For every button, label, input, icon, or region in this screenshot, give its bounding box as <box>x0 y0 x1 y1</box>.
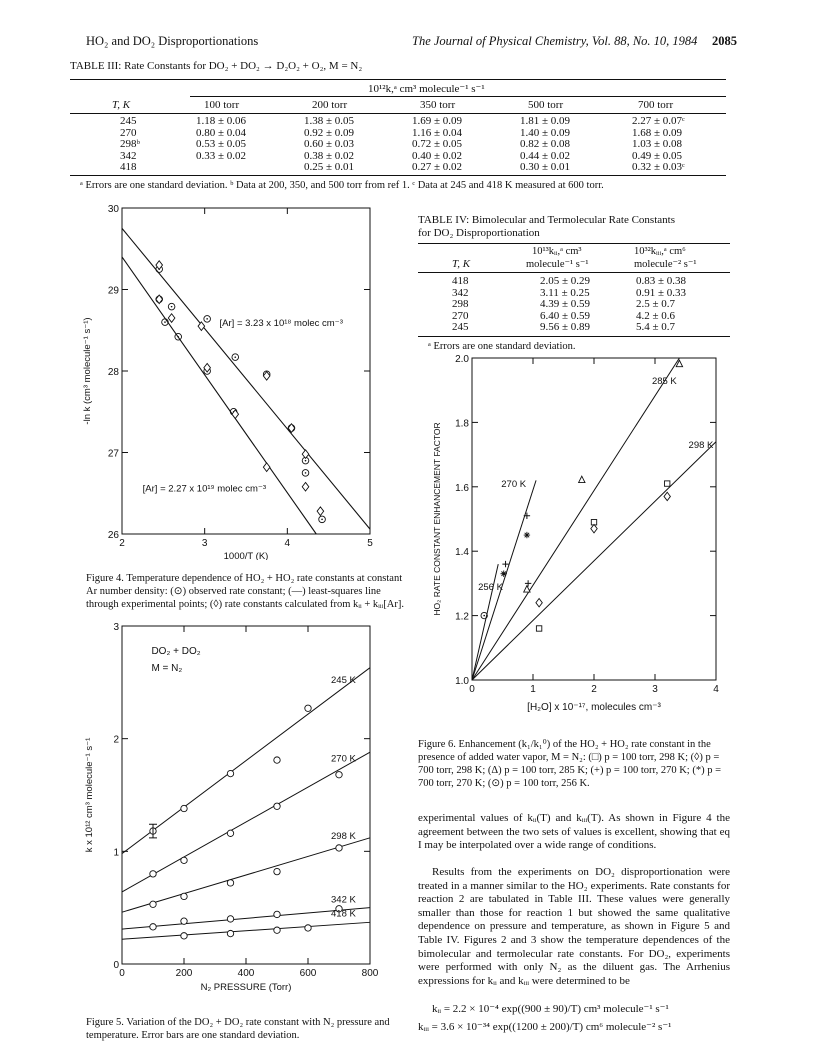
data-point-circle <box>227 916 233 922</box>
table3-cell: 0.53 ± 0.05 <box>196 138 247 151</box>
table3-cell: 1.68 ± 0.09 <box>632 126 683 139</box>
data-point-circle <box>181 933 187 939</box>
data-point-dot <box>177 336 179 338</box>
table3-cell: 1.69 ± 0.09 <box>412 115 463 127</box>
table3-temp: 342 <box>120 149 137 162</box>
data-point-diamond <box>198 322 205 331</box>
data-point-circle <box>227 930 233 936</box>
table4-cell: 245 <box>452 321 469 334</box>
data-point-diamond <box>263 372 270 381</box>
plot-frame <box>472 358 716 680</box>
data-point-triangle <box>579 476 585 482</box>
body-paragraph-1: experimental values of kᵢᵢ(T) and kᵢᵢᵢ(T). As shown in Figure 4 the agreement between the two sets of values is excellent, showing that eq I may be interpolated over a wide range of conditions. <box>418 812 730 852</box>
data-point-circle <box>150 901 156 907</box>
y-tick-label: 1.0 <box>455 676 469 687</box>
table3-cell: 1.38 ± 0.05 <box>304 115 355 127</box>
y-tick-label: 3 <box>113 622 119 633</box>
annotation-high-ar: [Ar] = 2.27 x 10¹⁹ molec cm⁻³ <box>142 483 267 495</box>
data-point-diamond <box>302 450 309 459</box>
data-point-circle <box>227 830 233 836</box>
table4-title-2: for DO₂ Disproportionation <box>418 227 540 239</box>
table3-cell: 2.27 ± 0.07ᶜ <box>632 115 685 127</box>
body-paragraph-2: Results from the experiments on DO₂ disproportionation were treated in a manner similar to the HO₂ experiments. Rate constants for reaction 2 are tabulated in Table III. These values were generally smaller than those for reaction 1 but showed the same qualitative dependence on pressure and temperature, as shown in Figure 5 and Table IV. Figures 2 and 3 show the temperature dependences of the bimolecular and termolecular rate constants. For DO₂, experiments were performed with only N₂ as the diluent gas. The Arrhenius expressions for kᵢᵢ and kᵢᵢᵢ were determined to be <box>418 866 730 987</box>
data-point-diamond <box>536 599 542 607</box>
data-point-diamond <box>664 492 670 500</box>
data-point-diamond <box>232 410 239 419</box>
table4-cell: 298 <box>452 298 469 311</box>
data-point-square <box>536 626 541 631</box>
series-label: 270 K <box>331 753 356 765</box>
table3-cell: 1.03 ± 0.08 <box>632 138 683 151</box>
table4-cell: 342 <box>452 286 469 299</box>
series-label: 418 K <box>331 908 356 920</box>
y-tick-label: 1.8 <box>455 418 469 430</box>
table3-col-t: T, K <box>112 99 131 111</box>
data-point-circle <box>227 880 233 886</box>
data-point-circle <box>150 924 156 930</box>
y-tick-label: 29 <box>107 285 119 297</box>
running-head-left: HO₂ and DO₂ Disproportionations <box>86 34 259 48</box>
y-axis-label: -ln k (cm³ molecule⁻¹ s⁻¹) <box>82 317 93 425</box>
table3-cell: 1.40 ± 0.09 <box>520 126 571 139</box>
data-point-circle <box>336 845 342 851</box>
data-point-circle <box>274 927 280 933</box>
table4-cell: 0.83 ± 0.38 <box>636 275 687 287</box>
table4-cell: 9.56 ± 0.89 <box>540 321 591 334</box>
annotation-low-ar: [Ar] = 3.23 x 10¹⁸ molec cm⁻³ <box>219 318 343 330</box>
y-tick-label: 1.2 <box>455 611 469 623</box>
line-label: 256 K <box>478 581 503 593</box>
annotation-reaction: DO₂ + DO₂ <box>151 646 201 658</box>
x-tick-label: 0 <box>119 968 125 979</box>
figure4-plot <box>70 200 400 560</box>
table4-footnote: ᵃ Errors are one standard deviation. <box>428 341 576 352</box>
table3-temp: 245 <box>120 115 137 127</box>
table3-cell: 0.72 ± 0.05 <box>412 138 463 151</box>
y-tick-label: 26 <box>107 530 119 541</box>
x-tick-label: 5 <box>367 538 373 549</box>
data-point-circle <box>181 857 187 863</box>
data-point-dot <box>305 460 307 462</box>
figure5-plot <box>70 620 400 1005</box>
x-tick-label: 4 <box>284 538 291 549</box>
table4-title-1: TABLE IV: Bimolecular and Termolecular Rate Constants <box>418 214 675 226</box>
table4-cell: 6.40 ± 0.59 <box>540 309 591 322</box>
table4-cell: 5.4 ± 0.7 <box>636 321 676 334</box>
data-point-plus <box>502 561 508 567</box>
table4-cell: 4.2 ± 0.6 <box>636 309 676 322</box>
figure6-caption: Figure 6. Enhancement (k₁/k₁⁰) of the HO₂ + HO₂ rate constant in the presence of added water vapor, M = N₂: (□) p = 100 torr, 298 K; (◊) p = 700 torr, 298 K; (Δ) p = 100 torr, 285 K; (+) p = 100 torr, 270 K; (*) p = 700 torr, 270 K; (⊙) p = 100 torr, 256 K. <box>418 739 722 789</box>
journal-citation: The Journal of Physical Chemistry, Vol. 88, No. 10, 1984 <box>412 34 698 48</box>
data-point-diamond <box>263 463 270 472</box>
y-tick-label: 2.0 <box>455 354 469 365</box>
table4-cell: 2.5 ± 0.7 <box>636 298 676 311</box>
table3-title: TABLE III: Rate Constants for DO₂ + DO₂ → D₂O₂ + O₂, M = N₂ <box>70 60 363 72</box>
data-point-square <box>665 481 670 486</box>
table3-temp: 270 <box>120 126 137 139</box>
series-label: 342 K <box>331 894 356 906</box>
data-point-circle <box>305 705 311 711</box>
data-point-circle <box>227 770 233 776</box>
data-point-dot <box>321 519 323 521</box>
table3-col-100: 100 torr <box>204 99 240 111</box>
y-tick-label: 28 <box>107 367 119 378</box>
figure5-caption: Figure 5. Variation of the DO₂ + DO₂ rate constant with N₂ pressure and temperature. Error bars are one standard deviation. <box>86 1017 390 1041</box>
data-point-asterisk <box>501 571 507 577</box>
data-point-diamond <box>591 524 597 532</box>
data-point-diamond <box>204 363 211 372</box>
data-point-circle <box>336 772 342 778</box>
data-point-circle <box>181 918 187 924</box>
table4-col-kii-2: molecule⁻¹ s⁻¹ <box>526 259 589 270</box>
y-axis-label: HO₂ RATE CONSTANT ENHANCEMENT FACTOR <box>432 422 442 616</box>
table3-cell: 0.40 ± 0.02 <box>412 149 463 162</box>
table4-cell: 418 <box>452 275 469 287</box>
table3-col-700: 700 torr <box>638 99 674 111</box>
table3-cell: 0.49 ± 0.05 <box>632 149 683 162</box>
table4-col-t: T, K <box>452 258 471 270</box>
data-point-circle <box>274 911 280 917</box>
table3-cell: 1.81 ± 0.09 <box>520 115 571 127</box>
x-tick-label: 600 <box>299 968 317 979</box>
x-tick-label: 0 <box>469 684 475 695</box>
y-tick-label: 1 <box>113 847 119 859</box>
table3-cell: 0.60 ± 0.03 <box>304 138 355 151</box>
data-point-dot <box>164 321 166 323</box>
data-point-circle <box>150 871 156 877</box>
table3-col-200: 200 torr <box>312 99 348 111</box>
table3-cell: 0.38 ± 0.02 <box>304 149 355 162</box>
figure6-plot <box>418 352 738 732</box>
x-tick-label: 200 <box>175 968 193 979</box>
y-tick-label: 1.6 <box>455 482 469 494</box>
data-point-triangle <box>524 586 530 592</box>
line-label: 285 K <box>651 375 677 387</box>
table3-cell: 0.44 ± 0.02 <box>520 149 571 162</box>
data-point-diamond <box>302 482 309 491</box>
x-tick-label: 2 <box>119 538 125 549</box>
data-point-plus <box>524 513 530 519</box>
series-fit-line <box>122 752 370 892</box>
table4-cell: 0.91 ± 0.33 <box>636 286 687 299</box>
data-point-dot <box>483 615 485 617</box>
fit-line <box>472 358 679 680</box>
x-axis-label: 1000/T (K) <box>223 551 269 560</box>
data-point-diamond <box>156 295 163 304</box>
data-point-dot <box>305 472 307 474</box>
data-point-plus <box>525 580 531 586</box>
x-tick-label: 3 <box>201 538 208 549</box>
data-point-circle <box>274 868 280 874</box>
y-axis-label: k x 10¹² cm³ molecule⁻¹ s⁻¹ <box>84 737 95 853</box>
table3-cell: 0.30 ± 0.01 <box>520 161 571 174</box>
table3-footnote: ᵃ Errors are one standard deviation. ᵇ Data at 200, 350, and 500 torr from ref 1. ᶜ Data at 245 and 418 K measured at 600 torr. <box>80 180 604 191</box>
y-tick-label: 30 <box>107 204 119 215</box>
x-tick-label: 3 <box>652 684 658 695</box>
page-number: 2085 <box>712 34 737 48</box>
table3-col-500: 500 torr <box>528 99 564 111</box>
table3-cell: 0.80 ± 0.04 <box>196 126 247 139</box>
line-label: 298 K <box>688 440 714 452</box>
table3-temp: 418 <box>120 161 137 174</box>
table3-cell: 0.32 ± 0.03ᶜ <box>632 161 685 174</box>
table3-col-350: 350 torr <box>420 99 456 111</box>
table3-cell: 1.18 ± 0.06 <box>196 115 247 127</box>
table4-cell: 3.11 ± 0.25 <box>540 286 590 299</box>
series-label: 298 K <box>331 831 356 843</box>
table3-cell: 0.92 ± 0.09 <box>304 126 355 139</box>
table4-cell: 4.39 ± 0.59 <box>540 298 591 311</box>
fit-line <box>472 442 716 680</box>
series-fit-line <box>122 922 370 939</box>
table3-cell: 0.33 ± 0.02 <box>196 149 247 162</box>
data-point-circle <box>274 803 280 809</box>
x-axis-label: N₂ PRESSURE (Torr) <box>200 982 292 993</box>
figure4-caption: Figure 4. Temperature dependence of HO₂ + HO₂ rate constants at constant Ar number density: (⊙) observed rate constant; (—) least-squares line through experimental points; (◊) rate constants calculated from kᵢᵢ + kᵢᵢᵢ[Ar]. <box>86 573 404 610</box>
equation-kiii: kᵢᵢᵢ = 3.6 × 10⁻³⁴ exp((1200 ± 200)/T) cm⁶ molecule⁻² s⁻¹ <box>418 1021 672 1033</box>
table3-cell: 1.16 ± 0.04 <box>412 126 463 139</box>
table4-col-kii-1: 10¹³kᵢᵢ,ᵃ cm³ <box>532 246 582 257</box>
data-point-dot <box>206 318 208 320</box>
y-tick-label: 1.4 <box>455 547 469 559</box>
data-point-diamond <box>317 507 324 516</box>
data-point-circle <box>181 805 187 811</box>
data-point-dot <box>171 306 173 308</box>
fit-line <box>472 480 536 680</box>
y-tick-label: 0 <box>113 960 119 971</box>
data-point-circle <box>181 893 187 899</box>
table3-cell: 0.27 ± 0.02 <box>412 161 463 174</box>
y-tick-label: 27 <box>107 448 119 460</box>
table4-col-kiii-1: 10³²kᵢᵢᵢ,ᵃ cm⁶ <box>634 246 686 257</box>
table3-temp: 298ᵇ <box>120 138 140 151</box>
x-tick-label: 1 <box>530 684 536 695</box>
data-point-circle <box>305 925 311 931</box>
x-tick-label: 400 <box>237 968 255 979</box>
table4-col-kiii-2: molecule⁻² s⁻¹ <box>634 259 697 270</box>
data-point-asterisk <box>524 532 530 538</box>
line-label: 270 K <box>501 478 527 490</box>
data-point-diamond <box>156 261 163 270</box>
x-tick-label: 2 <box>591 684 597 695</box>
x-tick-label: 4 <box>713 684 719 695</box>
data-point-diamond <box>168 314 175 323</box>
y-tick-label: 2 <box>113 734 119 746</box>
data-point-circle <box>274 757 280 763</box>
table3-spanner: 10¹²k,ᵃ cm³ molecule⁻¹ s⁻¹ <box>368 83 485 95</box>
table4-cell: 270 <box>452 309 469 322</box>
x-axis-label: [H₂O] x 10⁻¹⁷, molecules cm⁻³ <box>527 702 661 713</box>
table3-cell: 0.25 ± 0.01 <box>304 161 355 174</box>
equation-kii: kᵢᵢ = 2.2 × 10⁻⁴ exp((900 ± 90)/T) cm³ molecule⁻¹ s⁻¹ <box>432 1003 669 1015</box>
series-label: 245 K <box>331 674 356 686</box>
table3-cell: 0.82 ± 0.08 <box>520 138 571 151</box>
table4-cell: 2.05 ± 0.29 <box>540 275 591 287</box>
annotation-diluent: M = N₂ <box>151 663 183 675</box>
data-point-dot <box>234 356 236 358</box>
x-tick-label: 800 <box>361 968 379 979</box>
